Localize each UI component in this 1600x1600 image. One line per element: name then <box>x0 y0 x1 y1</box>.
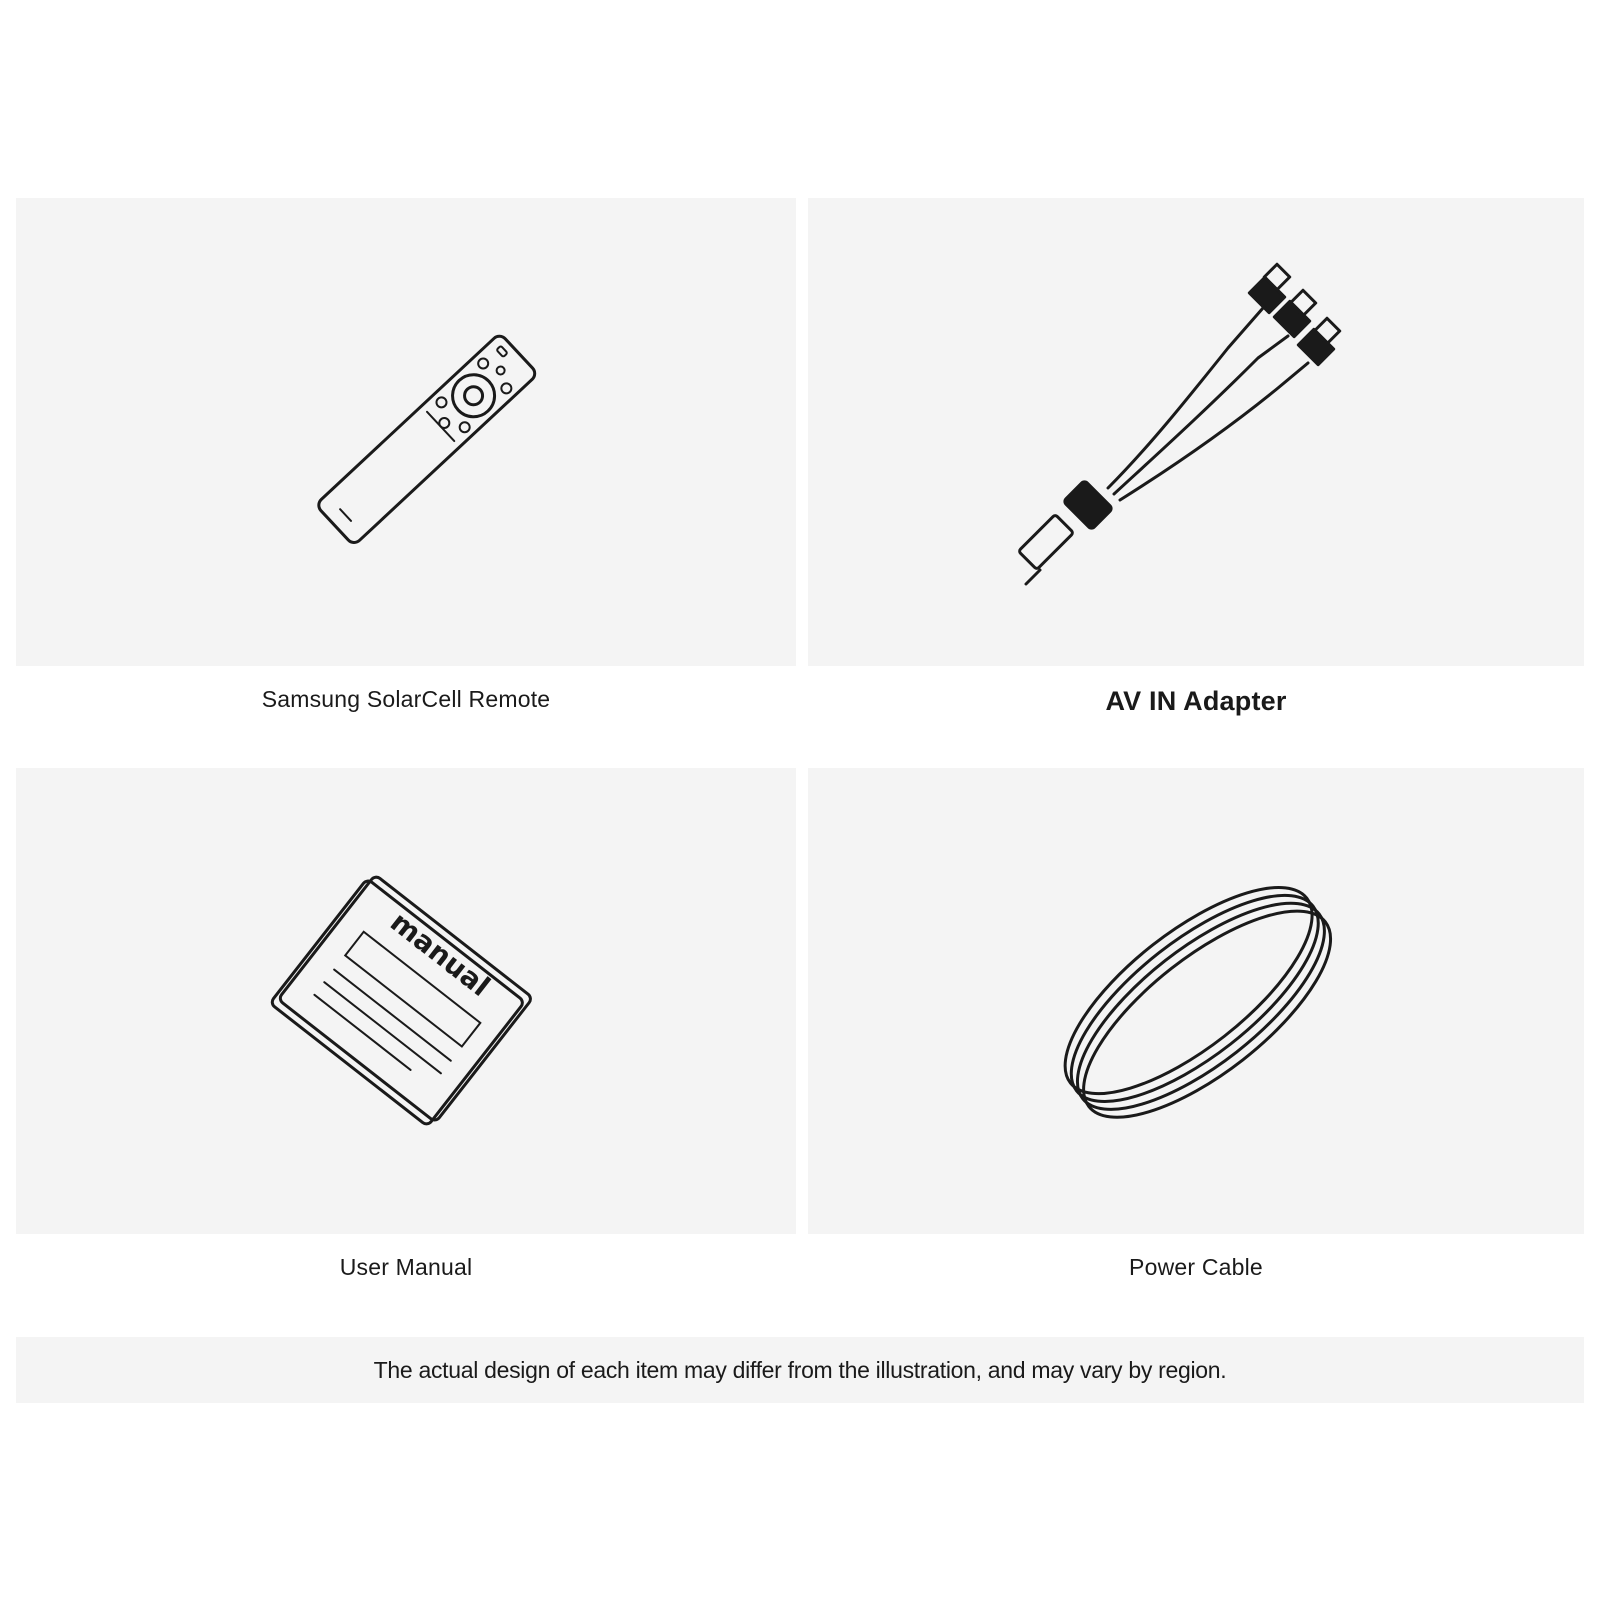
manual-image-panel <box>16 768 796 1234</box>
disclaimer-note <box>16 1337 1584 1403</box>
av-adapter-cable-icon <box>808 198 1584 666</box>
av-adapter-caption: AV IN Adapter <box>1105 686 1287 716</box>
av-adapter-image-panel <box>808 198 1584 666</box>
power-cable-caption: Power Cable <box>1129 1254 1263 1280</box>
remote-caption: Samsung SolarCell Remote <box>261 686 551 712</box>
manual-cover-text: manual <box>384 905 497 1003</box>
remote-control-icon <box>16 198 796 666</box>
manual-booklet-icon <box>16 768 796 1234</box>
remote-image-panel <box>16 198 796 666</box>
disclaimer-text: The actual design of each item may differ from the illustration, and may vary by region. <box>373 1356 1227 1383</box>
power-cable-image-panel <box>808 768 1584 1234</box>
coiled-power-cable-icon <box>808 768 1584 1234</box>
manual-caption: User Manual <box>339 1254 473 1280</box>
